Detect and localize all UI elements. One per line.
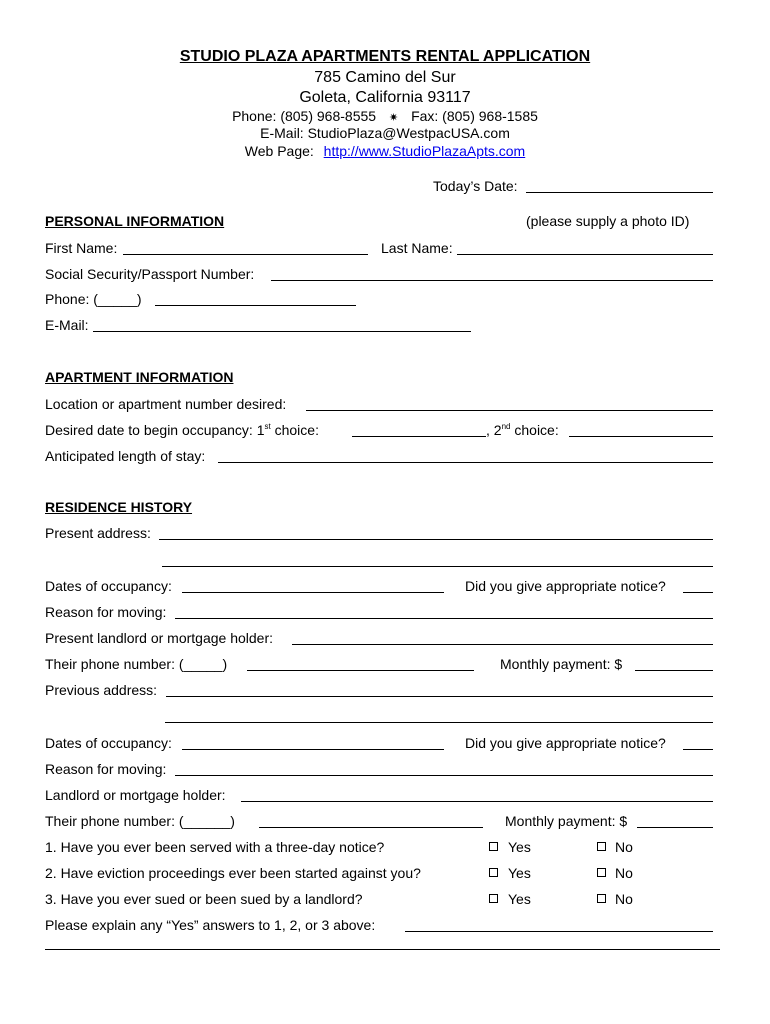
location-field[interactable] (306, 410, 713, 411)
question-2-no-checkbox[interactable] (597, 868, 606, 877)
comma-2-text: , 2 (486, 422, 502, 438)
todays-date-label: Today’s Date: (433, 178, 518, 194)
email-field[interactable] (93, 331, 471, 332)
address-line-1: 785 Camino del Sur (314, 69, 456, 86)
first-name-label: First Name: (45, 240, 118, 256)
question-3-no-checkbox[interactable] (597, 894, 606, 903)
question-3-yes-label: Yes (508, 891, 531, 907)
phone-2-label: Their phone number: (______) (45, 813, 235, 829)
reason-2-field[interactable] (175, 775, 713, 776)
phone-label: Phone: (_____) (45, 291, 142, 307)
landlord-1-field[interactable] (292, 644, 713, 645)
landlord-1-label: Present landlord or mortgage holder: (45, 630, 274, 646)
landlord-2-label: Landlord or mortgage holder: (45, 787, 226, 803)
contact-email: E-Mail: StudioPlaza@WestpacUSA.com (260, 125, 510, 141)
payment-2-label: Monthly payment: $ (505, 813, 628, 829)
length-of-stay-field[interactable] (218, 462, 713, 463)
second-choice-date-field[interactable] (569, 436, 713, 437)
phone-text: Phone: (805) 968-8555 (232, 108, 377, 124)
question-2-yes-checkbox[interactable] (489, 868, 498, 877)
length-of-stay-label: Anticipated length of stay: (45, 448, 206, 464)
notice-1-field[interactable] (683, 592, 713, 593)
phone-2-field[interactable] (259, 827, 483, 828)
explain-label: Please explain any “Yes” answers to 1, 2, or 3 above: (45, 917, 376, 933)
desired-date-text: Desired date to begin occupancy: 1 (45, 422, 265, 438)
dates-occupancy-1-label: Dates of occupancy: (45, 578, 172, 594)
star-icon: ✷ (388, 112, 399, 124)
question-2-no-label: No (615, 865, 633, 881)
payment-1-label: Monthly payment: $ (500, 656, 623, 672)
payment-1-field[interactable] (635, 670, 713, 671)
ssn-field[interactable] (271, 280, 713, 281)
question-3-text: 3. Have you ever sued or been sued by a landlord? (45, 891, 363, 907)
question-1-no-checkbox[interactable] (597, 842, 606, 851)
present-address-field[interactable] (159, 539, 713, 540)
reason-1-label: Reason for moving: (45, 604, 167, 620)
nd-superscript: nd (501, 422, 511, 431)
question-1-text: 1. Have you ever been served with a three-day notice? (45, 839, 385, 855)
address-line-2: Goleta, California 93117 (299, 89, 471, 106)
location-label: Location or apartment number desired: (45, 396, 287, 412)
apartment-info-heading: APARTMENT INFORMATION (45, 369, 234, 385)
contact-phone-fax (0, 108, 770, 126)
choice-2-text: choice: (510, 422, 559, 438)
explain-field[interactable] (405, 931, 713, 932)
reason-1-field[interactable] (175, 618, 713, 619)
personal-info-heading: PERSONAL INFORMATION (45, 213, 225, 229)
residence-history-heading: RESIDENCE HISTORY (45, 499, 193, 515)
present-address-label: Present address: (45, 525, 151, 541)
last-name-field[interactable] (457, 254, 713, 255)
first-choice-date-field[interactable] (352, 436, 486, 437)
notice-1-label: Did you give appropriate notice? (465, 578, 666, 594)
question-1-yes-label: Yes (508, 839, 531, 855)
present-address-field-2[interactable] (162, 566, 713, 567)
second-choice-label (486, 422, 559, 438)
choice-1-text: choice: (270, 422, 319, 438)
last-name-label: Last Name: (381, 240, 453, 256)
web-link[interactable]: http://www.StudioPlazaApts.com (323, 143, 526, 159)
question-3-yes-checkbox[interactable] (489, 894, 498, 903)
photo-id-note: (please supply a photo ID) (526, 213, 690, 229)
web-label: Web Page: (244, 143, 314, 159)
ssn-label: Social Security/Passport Number: (45, 266, 255, 282)
question-2-text: 2. Have eviction proceedings ever been started against you? (45, 865, 421, 881)
fax-text: Fax: (805) 968-1585 (411, 108, 538, 124)
phone-1-field[interactable] (247, 670, 474, 671)
st-superscript: st (264, 422, 271, 431)
contact-web (0, 143, 770, 159)
question-3-no-label: No (615, 891, 633, 907)
dates-occupancy-2-field[interactable] (182, 749, 444, 750)
previous-address-field[interactable] (166, 696, 713, 697)
payment-2-field[interactable] (637, 827, 713, 828)
previous-address-label: Previous address: (45, 682, 158, 698)
email-label: E-Mail: (45, 317, 89, 333)
landlord-2-field[interactable] (241, 801, 713, 802)
notice-2-field[interactable] (683, 749, 713, 750)
todays-date-field[interactable] (526, 192, 713, 193)
reason-2-label: Reason for moving: (45, 761, 167, 777)
phone-field[interactable] (155, 305, 356, 306)
previous-address-field-2[interactable] (165, 722, 713, 723)
question-1-yes-checkbox[interactable] (489, 842, 498, 851)
desired-date-label (45, 422, 319, 438)
explain-field-2[interactable] (45, 949, 720, 950)
first-name-field[interactable] (123, 254, 368, 255)
question-2-yes-label: Yes (508, 865, 531, 881)
question-1-no-label: No (615, 839, 633, 855)
phone-1-label: Their phone number: (_____) (45, 656, 228, 672)
notice-2-label: Did you give appropriate notice? (465, 735, 666, 751)
page-title: STUDIO PLAZA APARTMENTS RENTAL APPLICATION (179, 48, 591, 65)
dates-occupancy-1-field[interactable] (182, 592, 444, 593)
dates-occupancy-2-label: Dates of occupancy: (45, 735, 172, 751)
